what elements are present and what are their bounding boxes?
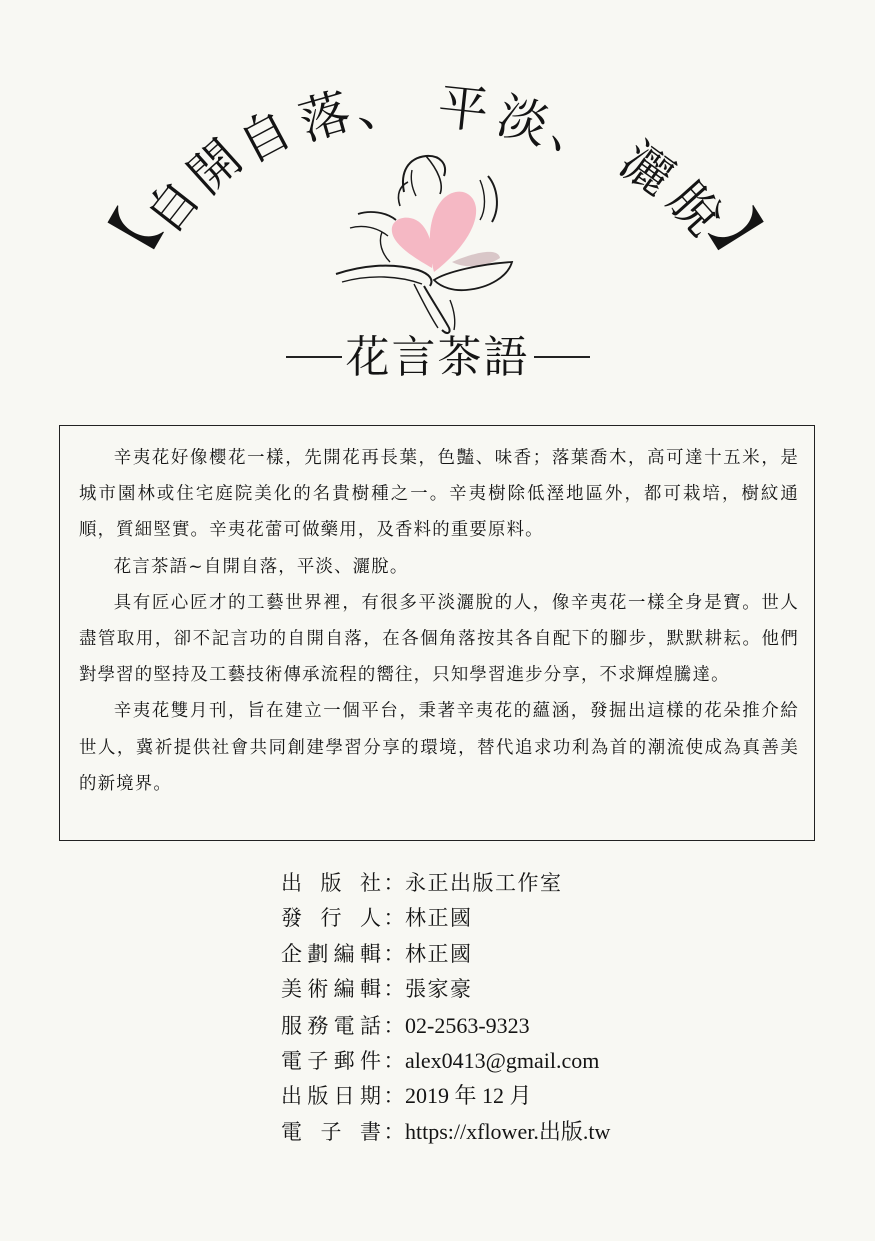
colophon-colon: ：: [383, 1119, 405, 1144]
colophon-row-ebook: [281, 1114, 841, 1149]
colophon-value: alex0413@gmail.com: [405, 1047, 600, 1073]
colophon-row-issuer: [281, 901, 841, 936]
title-char: 開: [177, 128, 253, 206]
title-char: 、: [353, 75, 409, 139]
body-paragraph: 具有匠心匠才的工藝世界裡，有很多平淡灑脫的人，像辛夷花一樣全身是寶。世人盡管取用，卻不記言功的自開自落，在各個角落按其各自配下的腳步，默默耕耘。他們對學習的堅持及工藝技術傳承流程的嚮往，只知學習進步分享，不求輝煌騰達。: [79, 592, 799, 686]
colophon-label: 電子書: [281, 1119, 383, 1144]
colophon-colon: ：: [383, 941, 405, 966]
colophon-colon: ：: [383, 1084, 405, 1109]
colophon-label: 發行人: [281, 906, 383, 931]
magnolia-lotus-logo-icon: [330, 150, 530, 340]
title-char: 自: [134, 169, 212, 245]
colophon-row-publish-date: [281, 1078, 841, 1113]
colophon-value: 02-2563-9323: [405, 1012, 530, 1038]
colophon-label: 企劃編輯: [281, 941, 383, 966]
subtitle-left-dash: [286, 356, 342, 358]
body-paragraph: 辛夷花好像櫻花一樣，先開花再長葉，色豔、味香；落葉喬木，高可達十五米，是城市園林或住宅庭院美化的名貴樹種之一。辛夷樹除低溼地區外，都可栽培，樹紋通順，質細堅實。辛夷花蕾可做藥用，及香料的重要原料。: [79, 448, 799, 541]
body-paragraph: 辛夷花雙月刊，旨在建立一個平台，秉著辛夷花的蘊涵，發掘出這樣的花朵推介給世人，冀祈提供社會共同創建學習分享的環境，替代追求功利為首的潮流使成為真善美的新境界。: [79, 701, 799, 794]
title-char: 淡: [490, 86, 556, 156]
colophon-row-planning-editor: [281, 937, 841, 972]
title-char: 灑: [609, 130, 685, 208]
colophon-row-phone: [281, 1008, 841, 1043]
subtitle-right-dash: [534, 356, 590, 358]
colophon-value: 永正出版工作室: [405, 871, 563, 895]
colophon-colon: ：: [383, 977, 405, 1002]
intro-text-box: [59, 425, 815, 841]
title-char: 落: [292, 82, 358, 152]
colophon-label: 出版社: [281, 871, 383, 895]
colophon-label: 出版日期: [281, 1084, 383, 1109]
colophon-row-publisher: [281, 866, 841, 901]
title-open-bracket: 【: [85, 200, 173, 286]
colophon-colon: ：: [383, 1013, 405, 1038]
colophon-colon: ：: [383, 1048, 405, 1073]
colophon-row-email: [281, 1043, 841, 1078]
title-char: 脫: [656, 171, 734, 247]
title-char: 自: [229, 99, 301, 175]
title-char: 平: [435, 77, 491, 141]
subtitle: [0, 332, 875, 383]
colophon-value: https://xflower.出版.tw: [405, 1118, 611, 1144]
colophon-value: 2019 年 12 月: [405, 1083, 532, 1109]
title-char: 、: [542, 100, 612, 174]
colophon-value: 張家豪: [405, 977, 473, 1002]
colophon-colon: ：: [383, 871, 405, 895]
colophon-label: 美術編輯: [281, 977, 383, 1002]
colophon-row-art-editor: [281, 972, 841, 1007]
subtitle-text: 花言茶語: [345, 332, 530, 383]
colophon-colon: ：: [383, 906, 405, 931]
title-close-bracket: 】: [698, 200, 788, 286]
colophon: [281, 866, 841, 1149]
colophon-label: 服務電話: [281, 1013, 383, 1038]
colophon-label: 電子郵件: [281, 1048, 383, 1073]
colophon-value: 林正國: [405, 941, 473, 966]
colophon-value: 林正國: [405, 906, 473, 931]
body-paragraph: 花言茶語~自開自落，平淡、灑脫。: [113, 556, 409, 577]
